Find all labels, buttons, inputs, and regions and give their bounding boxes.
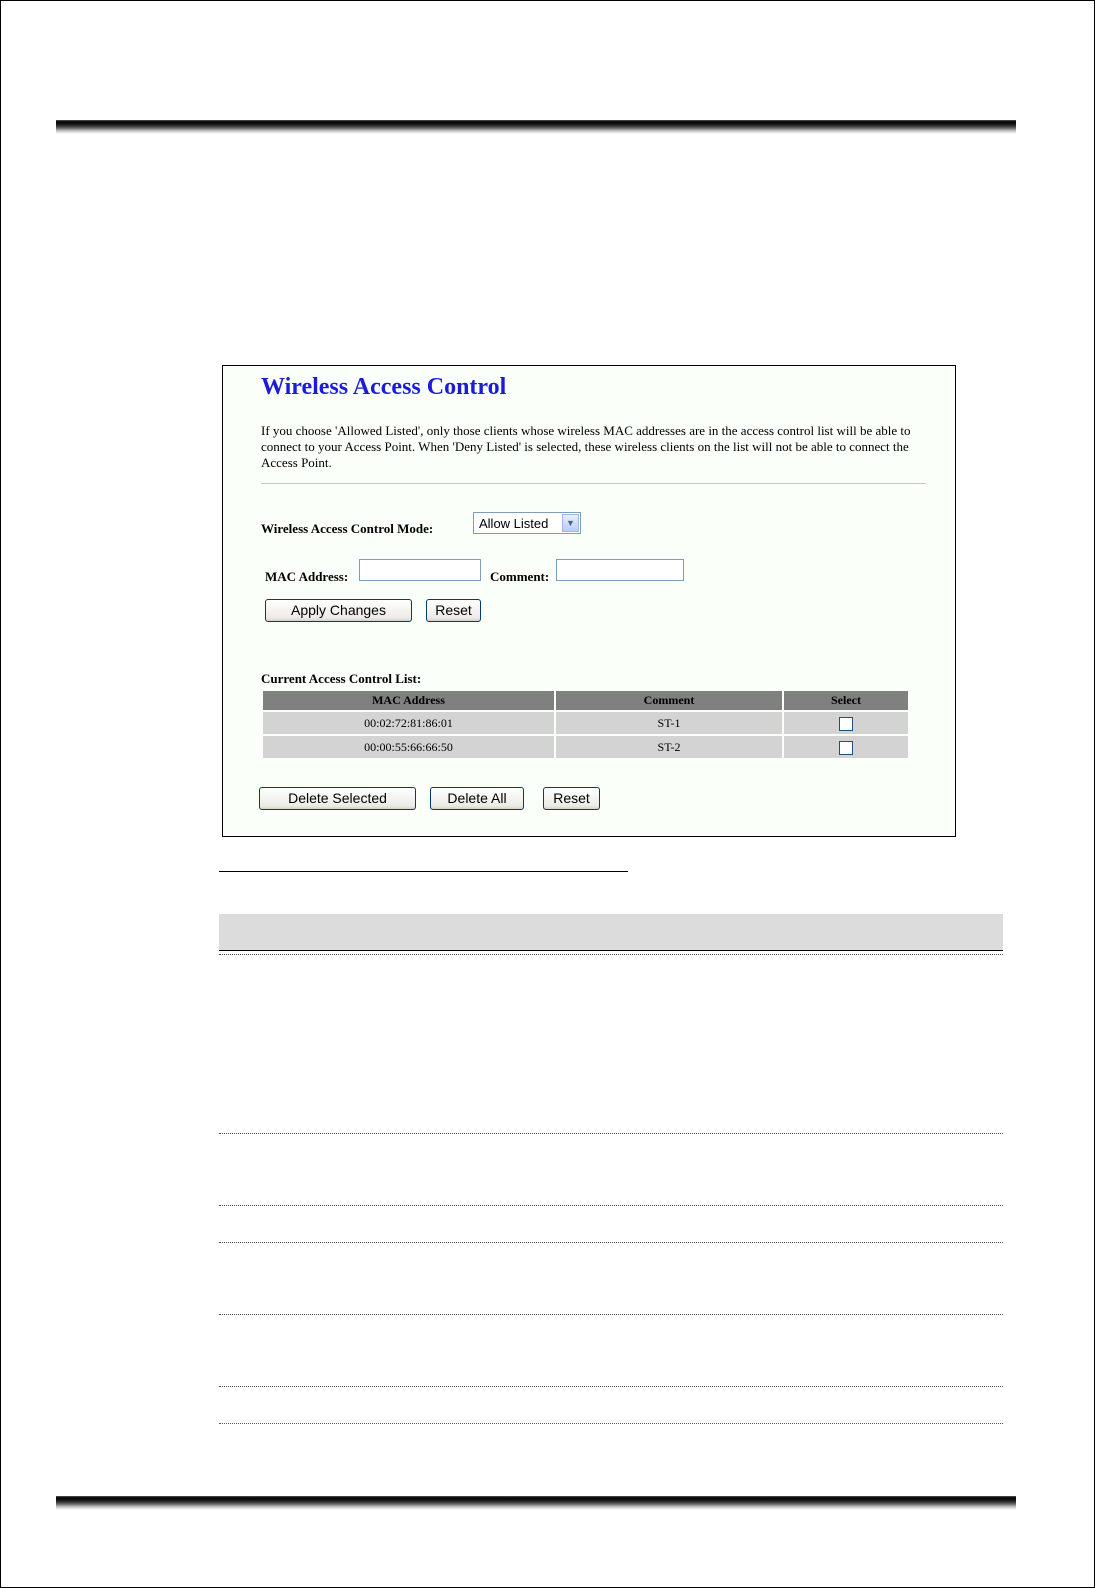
reset-button[interactable]: Reset [426, 599, 481, 622]
mode-label: Wireless Access Control Mode: [261, 521, 434, 536]
reset-list-button[interactable]: Reset [543, 787, 600, 810]
page-description: If you choose 'Allowed Listed', only those clients whose wireless MAC addresses are in the access control list will be able to connect to your Access Point. When 'Deny Listed' is selected, these wireless clients on the list will not be able to connect the Access Point. [261, 423, 911, 470]
table-divider [219, 1133, 1003, 1134]
caption-underline [219, 871, 628, 872]
row-select-checkbox[interactable] [839, 717, 853, 731]
column-header-comment: Comment [555, 690, 783, 711]
table-divider [219, 1423, 1003, 1424]
mode-select-value: Allow Listed [479, 516, 549, 531]
table-row [262, 711, 909, 735]
table-row [262, 735, 909, 759]
table-divider [219, 1314, 1003, 1315]
page-title: Wireless Access Control [261, 374, 507, 400]
row-select-cell [783, 711, 909, 735]
apply-changes-button[interactable]: Apply Changes [265, 599, 412, 622]
access-control-table [261, 689, 910, 760]
mac-address-input[interactable] [359, 559, 481, 581]
row-select-cell [783, 735, 909, 759]
delete-all-button[interactable]: Delete All [430, 787, 524, 810]
footer-rule [56, 1496, 1016, 1510]
table-divider [219, 1386, 1003, 1387]
table-divider [219, 954, 1003, 955]
access-list-label: Current Access Control List: [261, 671, 422, 686]
column-header-select: Select [783, 690, 909, 711]
table-divider [219, 1205, 1003, 1206]
delete-selected-button[interactable]: Delete Selected [259, 787, 416, 810]
mac-address-label: MAC Address: [265, 569, 349, 584]
header-rule [56, 120, 1016, 134]
mode-select[interactable] [473, 512, 581, 534]
row-comment: ST-2 [555, 735, 783, 759]
row-mac: 00:02:72:81:86:01 [262, 711, 555, 735]
comment-input[interactable] [556, 559, 684, 581]
divider [261, 483, 926, 484]
row-comment: ST-1 [555, 711, 783, 735]
table-divider [219, 1242, 1003, 1243]
chevron-down-icon[interactable]: ▼ [562, 514, 579, 532]
wireless-access-control-panel [222, 365, 956, 837]
row-mac: 00:00:55:66:66:50 [262, 735, 555, 759]
parameter-table-header [219, 914, 1003, 951]
comment-label: Comment: [490, 569, 550, 584]
table-header-row [262, 690, 909, 711]
column-header-mac: MAC Address [262, 690, 555, 711]
row-select-checkbox[interactable] [839, 741, 853, 755]
